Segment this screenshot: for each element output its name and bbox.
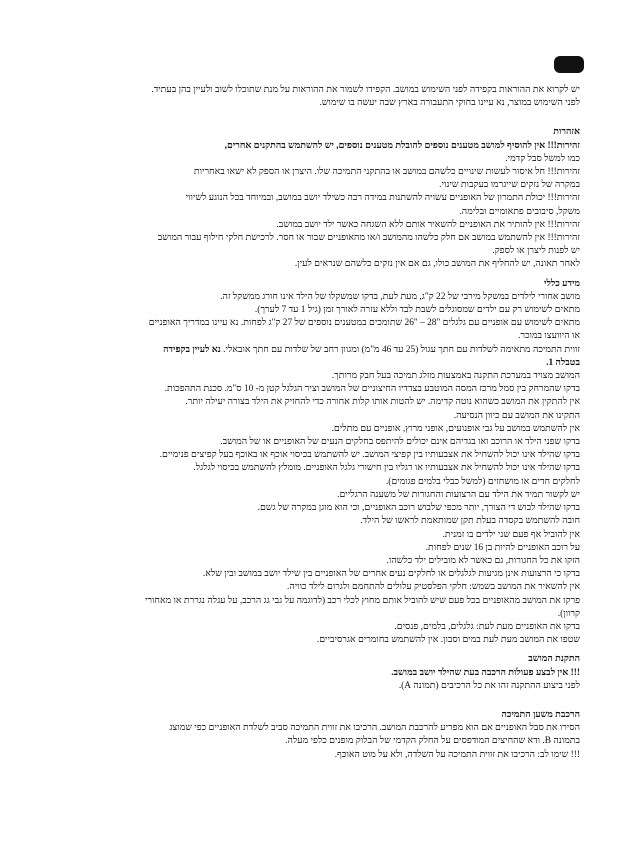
install-note: לפני ביצוע ההתקנה זהו את כל הרכיבים (תמונה A). — [398, 680, 580, 691]
general-item: פרקו את המושב מהאופניים בכל פעם שיש להוביל אותם מחוץ לכלי רכב (לדוגמה על גבי גג הרכב, על עגלה נגררת או מאחורי — [144, 595, 580, 606]
general-item: התקינו את המושב עם כיוון הנסיעה. — [453, 410, 580, 421]
intro-line: יש לקרוא את ההוראות בקפידה לפני השימוש במושב. הקפידו לשמור את ההוראות על מנת שתוכלו לשוב ולעיין בהן בעתיד. — [151, 85, 580, 95]
general-item: הזקו את כל החגורות, גם כאשר לא מובילים ילד כלשהו. — [386, 555, 580, 566]
general-item: המושב מצויד במערכת התקנה באמצעות מזלג תמיכה בעל חבק מרותך. — [331, 371, 580, 382]
general-item: בדקו שהמרחק בין סמל מרכז המסה המוטבע בצדדיו החיצוניים של המושב וציר הגלגל קטן מ- 10 ס"מ. סכנת התהפכות. — [164, 384, 580, 395]
general-line: בטבלה 1. — [546, 357, 580, 368]
general-line-text: זווית התמיכה מתאימה לשלדות עם חתך עגול (25 עד 46 מ"מ) ומגוון רחב של שלדות עם חתך אובאלי. — [223, 344, 580, 355]
general-item: בדקו כי הרצועות אינן מגיעות לגלגלים או לחלקים נעים אחרים של האופניים בין שילד יושב במושב ובין שלא. — [202, 569, 580, 580]
install-warning: !!! אין לבצע פעולות הרכבה בעת שהילד יושב במושב. — [391, 667, 580, 678]
general-item: אין להשתמש במושב על גבי אופנועים, אופני מרוץ, אופניים עם מתלים. — [331, 423, 580, 434]
general-item: אין להתקין את המושב כשהוא נוטה קדימה. יש להטות אותו קלות אחורה כדי להחזיק את הילד בצורה יעילה יותר. — [185, 397, 580, 408]
general-item: חובה להשתמש בקסדה בעלת תקן שמותאמת לראשו של הילד. — [360, 516, 580, 527]
warnings-heading: אזהרות — [553, 127, 580, 138]
mount-heading: הרכבת משען התמיכה — [501, 709, 580, 720]
general-item: אין להשאיר את המושב בשמש: חלקי הפלסטיק עלולים להתחמם ולגרום לילד כוויה. — [286, 582, 580, 593]
mount-line: הסירו את סבל האופניים אם הוא מפריע להרכבת המושב. הרכיבו את זווית התמיכה סביב לשלדת האופניים כפי שמוצג — [169, 723, 580, 734]
general-item: אין להוביל אף פעם שני ילדים בו זמנית. — [442, 529, 580, 540]
intro-line: לפני השימוש במוצר, נא עיינו בחוקי התעבורה בארץ שבה יעשה בו שימוש. — [319, 98, 580, 109]
general-item: בדקו שהילד אינו יכול להשחיל את אצבעותיו או רגליו בין חישורי גלגל האופניים. מומלץ להשתמש בכיסוי לגלגל. — [193, 463, 580, 474]
general-item: קרוון). — [557, 608, 580, 619]
warning-line: כמו למשל סבל קדמי. — [505, 153, 580, 164]
mount-line: !!! שימו לב: הרכיבו את זווית התמיכה על השלדה, ולא על מוט האוכף. — [334, 749, 580, 760]
warning-line: זהירות!!! יכולת התמרון של האופניים עשויה להשתנות במידה רבה כשילד יושב במושב, ובמיוחד בכל הנוגע לשיווי — [185, 193, 580, 204]
general-item: יש לקשור תמיד את הילד עם הרצועות והחגורות של משענה הרגליים. — [337, 489, 580, 500]
general-item: בדקו את האופניים מעת לעת: גלגלים, בלמים, פנסים. — [394, 621, 580, 632]
general-line-emphasis: נא לעיין בקפידה — [163, 344, 224, 355]
general-heading: מידע כללי — [544, 278, 580, 289]
general-item: שטפו את המושב מעת לעת במים וסבון. אין להשתמש בחומרים אגרסיביים. — [316, 635, 580, 646]
general-line — [18, 344, 580, 357]
general-item: בדקו שהילד אינו יכול להשחיל את אצבעותיו בין קפיצי המושב. יש להשתמש בכיסוי אוכף או באוכף בעל קפיצים פנימיים. — [159, 450, 580, 461]
warning-line: זהירות!!! אין להוסיף למושב מטענים נוספים להובלת מטענים נוספים, יש להשתמש בהתקנים אחרים, — [224, 140, 580, 151]
warning-line: יש לפנות ליצרן או לספק. — [492, 246, 580, 257]
general-item: לחלקים חדים או מושחזים (למשל כבלי בלמים פגומים). — [385, 476, 580, 487]
warning-line: במקרה של נזקים שייגרמו בעקבות שינוי. — [439, 180, 580, 191]
warning-line: זהירות!!! חל איסור לעשות שינויים כלשהם במושב או בהתקני התמיכה שלו. היצרן או הספק לא ישאו באחריות — [193, 167, 580, 178]
warning-line: משקל, סיבובים פתאומיים ובלימה. — [459, 206, 580, 217]
general-item: בדקו שהילד לבוש די הצורך, יותר מכפי שלבוש רוכב האופניים, וכי הוא מוגן במקרה של גשם. — [257, 503, 580, 514]
general-line: מתאים לשימוש רק עם ילדים שמסוגלים לשבת לבד וללא עזרה לאורך זמן (גיל 1 עד 7 לערך). — [254, 305, 580, 316]
manual-content — [18, 84, 580, 762]
general-line: מתאים לשימוש עם אופניים עם גלגלים "28 – "26 שתומכים במטענים נוספים של 27 ק"ג לפחות. נא עיינו במדריך האופניים — [148, 318, 580, 329]
general-item: בדקו שפני הילד או הרוכב ואו בגדיהם אינם יכולים להיתפס בחלקים הנעים של האופניים או של המושב. — [220, 437, 580, 448]
page-tab-marker — [554, 56, 584, 73]
warning-line: לאחר תאונה, יש להחליף את המושב כולו, גם אם אין נזקים כלשהם שנראים לעין. — [294, 259, 580, 270]
mount-line: בתמונה B. ודא שהחיצים המודפסים על החלק הקדמי של הבלוק מופנים כלפי מעלה. — [285, 736, 580, 747]
general-line: או היוועצו במוכר. — [518, 331, 580, 342]
install-heading: התקנת המושב — [528, 654, 580, 665]
general-line: מושב אחורי לילדים במשקל מירבי של 22 ק"ג, מעת לעת, בדקו שמשקלו של הילד אינו חורג ממשקל זה. — [220, 291, 580, 302]
warning-line: זהירות!!! אין להותיר את האופניים להשאיר אותם ללא השגחה כאשר ילד יושב במושב. — [276, 219, 580, 230]
general-item: על רוכב האופניים להיות בן 16 שנים לפחות. — [425, 542, 580, 553]
warning-line: זהירות!!! אין להשתמש במושב אם חלק כלשהו מהמושב ו/או מהאופניים שבור או חסר. לרכישת חלקי חילוף עבור המושב — [157, 233, 580, 244]
